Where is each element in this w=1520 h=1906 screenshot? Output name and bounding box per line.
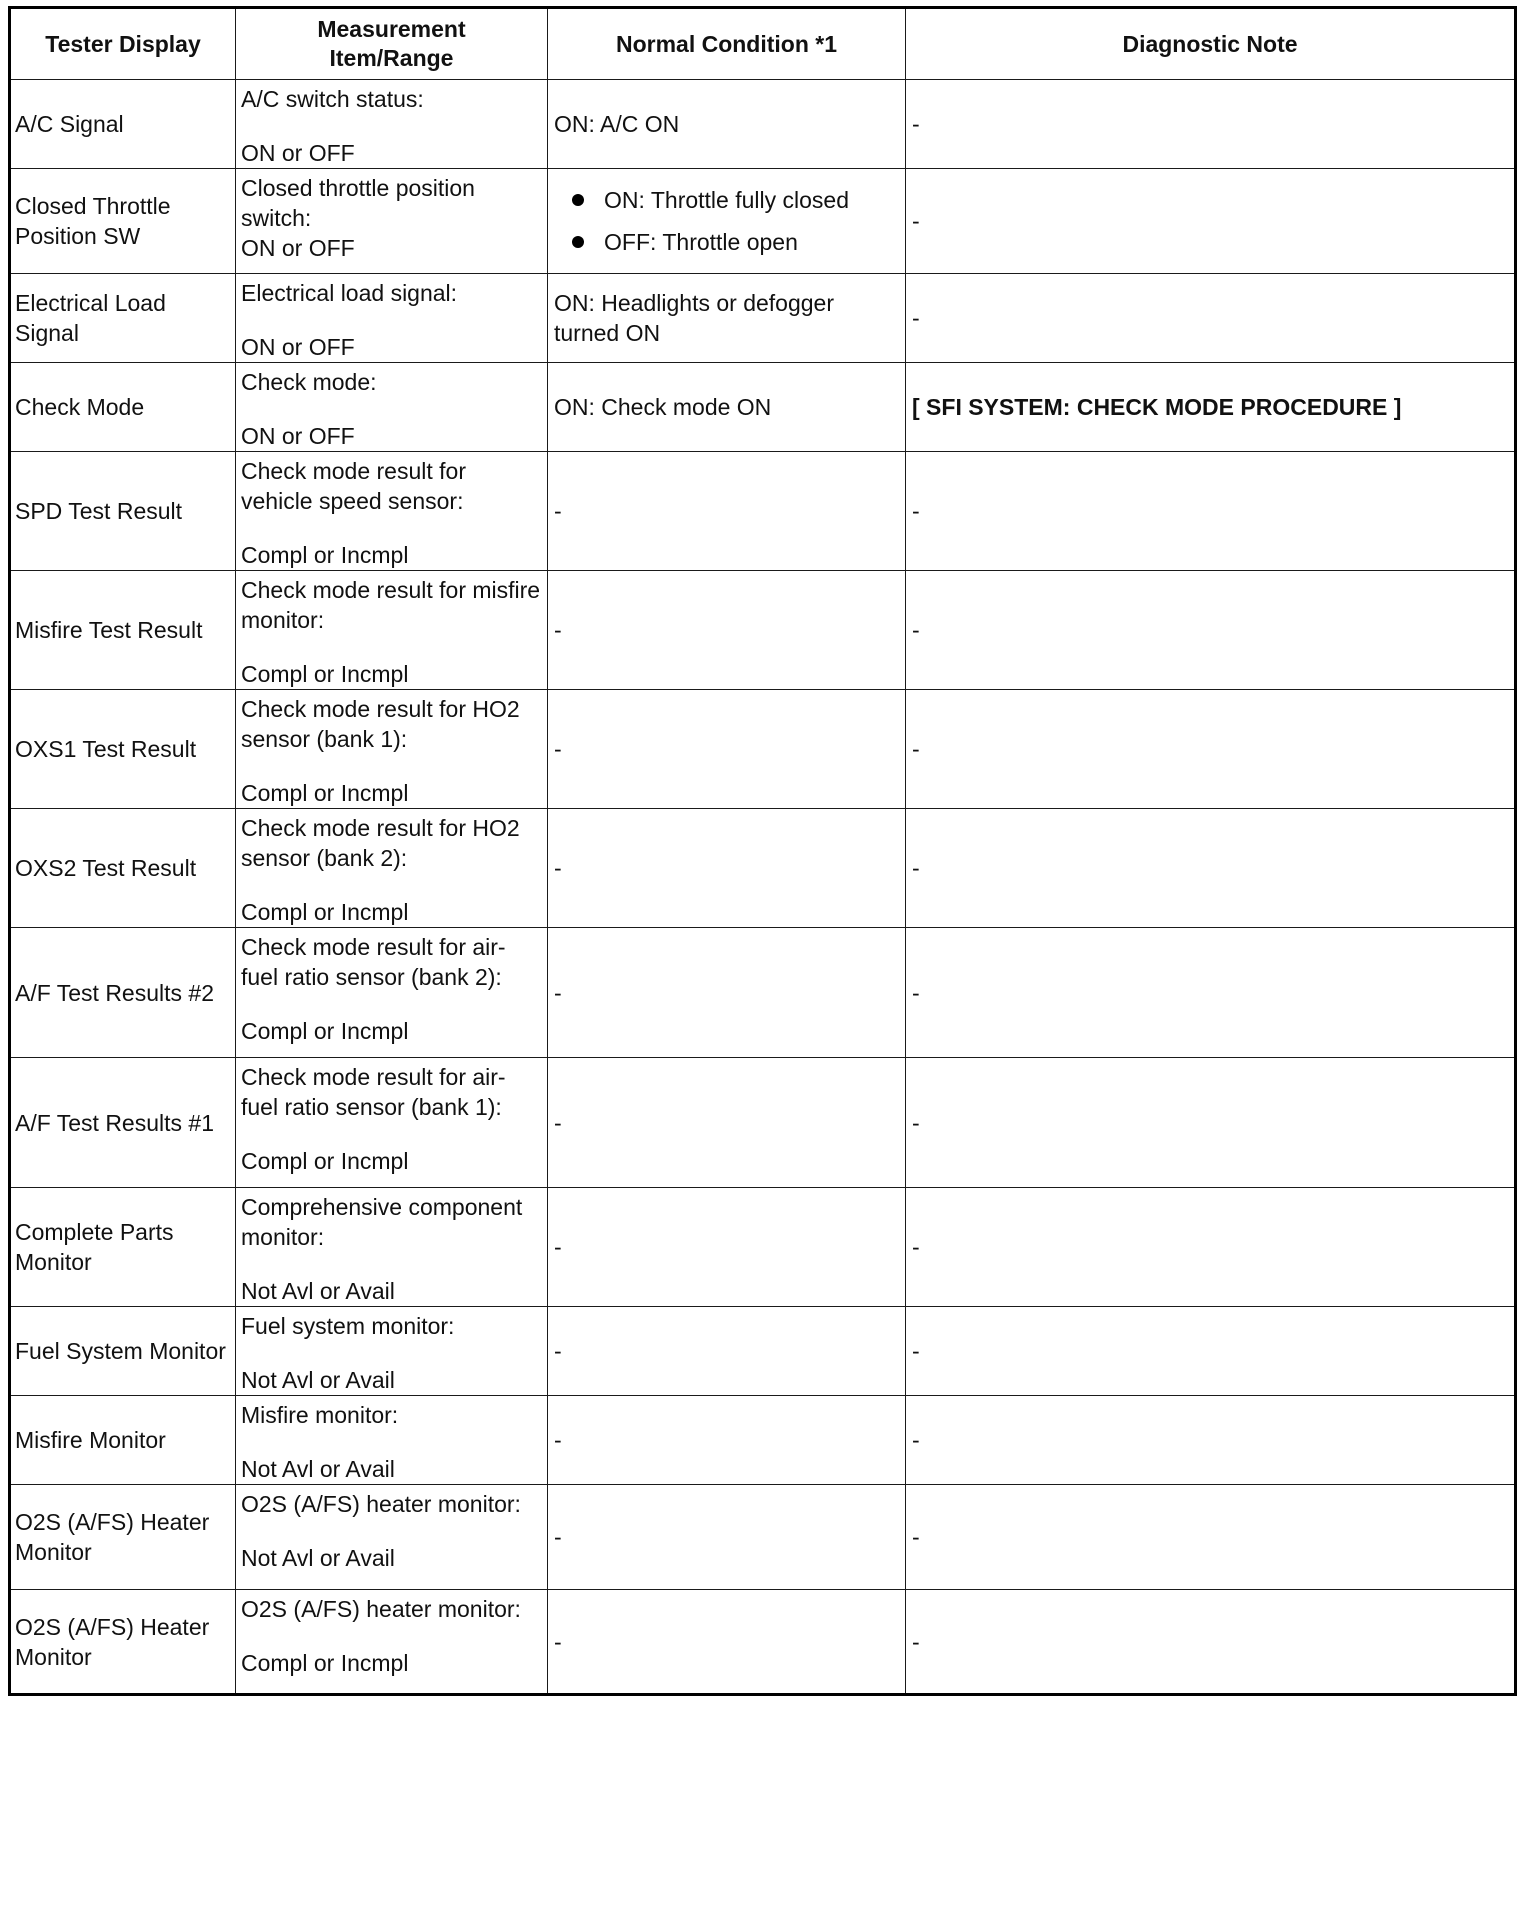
diagnostic-note-cell: -	[906, 80, 1516, 169]
table-row	[10, 80, 1516, 169]
measurement-cell	[236, 452, 548, 571]
measurement-description: Fuel system monitor:	[241, 1313, 455, 1339]
diagnostic-note-cell: -	[906, 452, 1516, 571]
normal-condition-cell: -	[548, 690, 906, 809]
tester-display-cell: O2S (A/FS) Heater Monitor	[10, 1485, 236, 1590]
measurement-cell	[236, 80, 548, 169]
measurement-cell	[236, 1307, 548, 1396]
diagnostic-note-cell: -	[906, 1485, 1516, 1590]
table-row	[10, 809, 1516, 928]
tester-display-cell: A/C Signal	[10, 80, 236, 169]
measurement-description: Check mode:	[241, 369, 377, 395]
table-row	[10, 452, 1516, 571]
measurement-description: O2S (A/FS) heater monitor:	[241, 1491, 521, 1517]
normal-condition-cell	[548, 169, 906, 274]
measurement-range: Compl or Incmpl	[241, 1018, 409, 1044]
measurement-range: Compl or Incmpl	[241, 899, 409, 925]
measurement-description: Check mode result for vehicle speed sensor:	[241, 458, 466, 514]
data-list-table	[8, 6, 1517, 1696]
normal-condition-cell: ON: Check mode ON	[548, 363, 906, 452]
measurement-cell	[236, 274, 548, 363]
tester-display-cell: Closed Throttle Position SW	[10, 169, 236, 274]
diagnostic-note-cell: -	[906, 1058, 1516, 1188]
measurement-description: O2S (A/FS) heater monitor:	[241, 1596, 521, 1622]
tester-display-cell: Misfire Test Result	[10, 571, 236, 690]
normal-condition-cell: -	[548, 1058, 906, 1188]
diagnostic-note-cell: -	[906, 571, 1516, 690]
measurement-range: Compl or Incmpl	[241, 780, 409, 806]
measurement-description: Comprehensive component monitor:	[241, 1194, 523, 1250]
measurement-cell	[236, 928, 548, 1058]
measurement-cell	[236, 809, 548, 928]
header-normal-condition: Normal Condition *1	[548, 8, 906, 80]
tester-display-cell: Check Mode	[10, 363, 236, 452]
diagnostic-note-cell: -	[906, 274, 1516, 363]
measurement-cell	[236, 1396, 548, 1485]
measurement-description: Check mode result for misfire monitor:	[241, 577, 541, 633]
measurement-description: A/C switch status:	[241, 86, 424, 112]
header-measurement-line2: Item/Range	[329, 45, 454, 71]
measurement-description: Check mode result for air-fuel ratio sensor (bank 2):	[241, 934, 506, 990]
measurement-range: ON or OFF	[241, 235, 355, 261]
measurement-range: Compl or Incmpl	[241, 542, 409, 568]
table-header-row	[10, 8, 1516, 80]
table-row	[10, 1396, 1516, 1485]
tester-display-cell: A/F Test Results #1	[10, 1058, 236, 1188]
table-row	[10, 363, 1516, 452]
tester-display-cell: SPD Test Result	[10, 452, 236, 571]
normal-condition-cell: -	[548, 809, 906, 928]
header-measurement-line1: Measurement	[317, 16, 466, 42]
normal-condition-cell: -	[548, 1396, 906, 1485]
measurement-range: Not Avl or Avail	[241, 1367, 395, 1393]
tester-display-cell: Fuel System Monitor	[10, 1307, 236, 1396]
measurement-range: Compl or Incmpl	[241, 661, 409, 687]
normal-condition-list	[554, 185, 899, 257]
list-item-text: ON: Throttle fully closed	[604, 187, 850, 213]
measurement-range: ON or OFF	[241, 334, 355, 360]
table-row	[10, 1590, 1516, 1695]
measurement-range: Compl or Incmpl	[241, 1650, 409, 1676]
normal-condition-cell: ON: A/C ON	[548, 80, 906, 169]
tester-display-cell: OXS2 Test Result	[10, 809, 236, 928]
measurement-range: ON or OFF	[241, 140, 355, 166]
tester-display-cell: O2S (A/FS) Heater Monitor	[10, 1590, 236, 1695]
table-row	[10, 1058, 1516, 1188]
tester-display-cell: Electrical Load Signal	[10, 274, 236, 363]
normal-condition-cell: -	[548, 571, 906, 690]
diagnostic-note-cell: -	[906, 690, 1516, 809]
measurement-description: Electrical load signal:	[241, 280, 458, 306]
measurement-range: Compl or Incmpl	[241, 1148, 409, 1174]
measurement-cell	[236, 1188, 548, 1307]
table-row	[10, 1188, 1516, 1307]
list-item	[572, 185, 899, 215]
measurement-cell	[236, 1590, 548, 1695]
diagnostic-note-cell: -	[906, 1188, 1516, 1307]
tester-display-cell: OXS1 Test Result	[10, 690, 236, 809]
table-row	[10, 571, 1516, 690]
tester-display-cell: A/F Test Results #2	[10, 928, 236, 1058]
tester-display-cell: Complete Parts Monitor	[10, 1188, 236, 1307]
list-item-text: OFF: Throttle open	[604, 229, 798, 255]
measurement-range: Not Avl or Avail	[241, 1278, 395, 1304]
measurement-cell	[236, 1485, 548, 1590]
diagnostic-note-cell: -	[906, 1307, 1516, 1396]
measurement-cell	[236, 571, 548, 690]
normal-condition-cell: -	[548, 1188, 906, 1307]
measurement-cell	[236, 169, 548, 274]
measurement-cell	[236, 1058, 548, 1188]
normal-condition-cell: -	[548, 1307, 906, 1396]
bullet-icon	[572, 194, 584, 206]
measurement-cell	[236, 690, 548, 809]
normal-condition-cell: -	[548, 452, 906, 571]
table-row	[10, 690, 1516, 809]
measurement-description: Check mode result for HO2 sensor (bank 1):	[241, 696, 520, 752]
diagnostic-note-cell: -	[906, 1590, 1516, 1695]
measurement-description: Check mode result for HO2 sensor (bank 2):	[241, 815, 520, 871]
normal-condition-cell: ON: Headlights or defogger turned ON	[548, 274, 906, 363]
table-row	[10, 274, 1516, 363]
measurement-cell	[236, 363, 548, 452]
normal-condition-cell: -	[548, 1590, 906, 1695]
measurement-description: Check mode result for air-fuel ratio sensor (bank 1):	[241, 1064, 506, 1120]
measurement-description: Closed throttle position switch:	[241, 175, 475, 231]
diagnostic-note-cell: -	[906, 928, 1516, 1058]
header-diagnostic-note: Diagnostic Note	[906, 8, 1516, 80]
bullet-icon	[572, 236, 584, 248]
measurement-description: Misfire monitor:	[241, 1402, 399, 1428]
check-mode-procedure-link[interactable]: [ SFI SYSTEM: CHECK MODE PROCEDURE ]	[906, 363, 1516, 452]
measurement-range: Not Avl or Avail	[241, 1456, 395, 1482]
diagnostic-note-cell: -	[906, 809, 1516, 928]
header-tester-display: Tester Display	[10, 8, 236, 80]
diagnostic-note-cell: -	[906, 1396, 1516, 1485]
data-list-table-container	[8, 6, 1514, 1696]
table-row	[10, 169, 1516, 274]
table-row	[10, 1307, 1516, 1396]
table-row	[10, 928, 1516, 1058]
normal-condition-cell: -	[548, 1485, 906, 1590]
normal-condition-cell: -	[548, 928, 906, 1058]
measurement-range: Not Avl or Avail	[241, 1545, 395, 1571]
header-measurement-item-range	[236, 8, 548, 80]
tester-display-cell: Misfire Monitor	[10, 1396, 236, 1485]
list-item	[572, 227, 899, 257]
diagnostic-note-cell: -	[906, 169, 1516, 274]
measurement-range: ON or OFF	[241, 423, 355, 449]
table-row	[10, 1485, 1516, 1590]
